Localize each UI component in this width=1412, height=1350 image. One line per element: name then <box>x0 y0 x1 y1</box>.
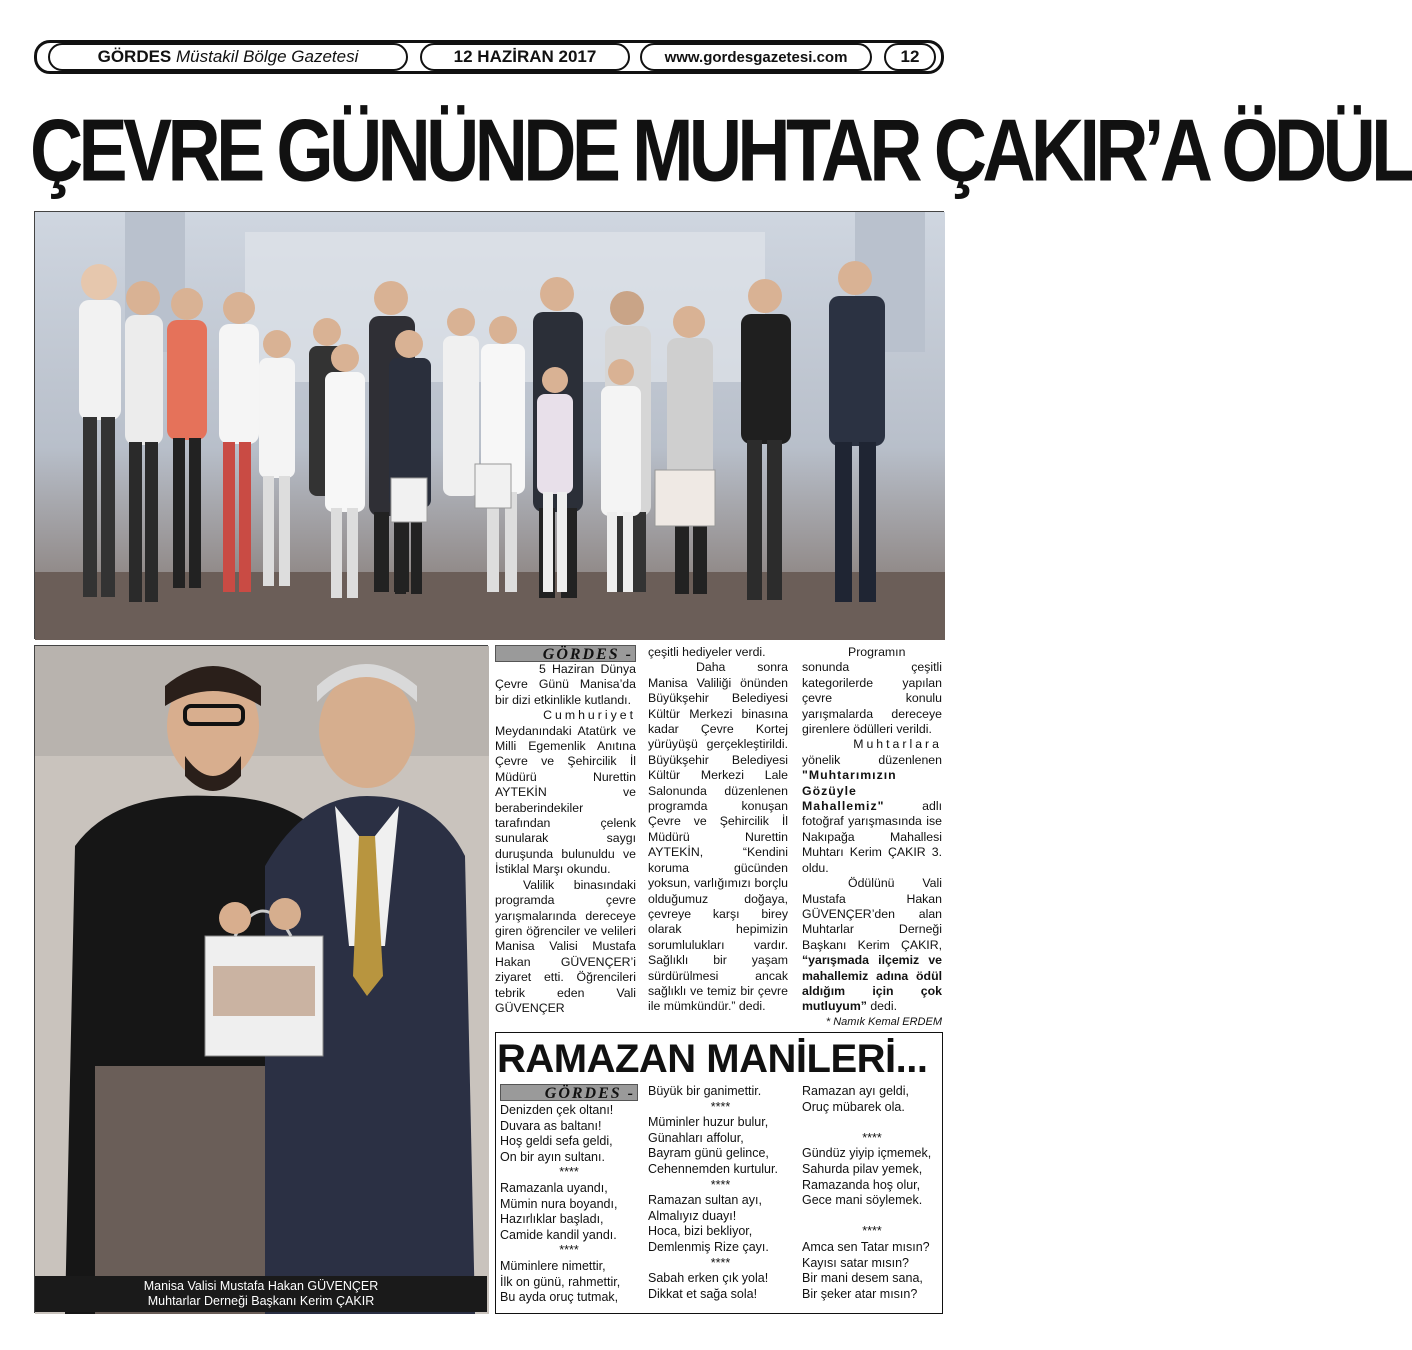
article-col3-p2-lead: Muhtarlara <box>853 737 942 752</box>
article-p2: Meydanındaki Atatürk ve Milli Egemenlik Anıtına Çevre ve Şehircilik İl Müdürü Nurettin AYTEKİN ve beraberindekiler tarafından çelenk sunularak saygı duruşunda bulunuldu ve İstiklal Marşı okundu. <box>495 723 636 877</box>
photo-caption <box>35 1276 487 1312</box>
page-number: 12 <box>900 47 920 66</box>
mani-line: Gece mani söylemek. <box>802 1193 923 1208</box>
article-col2-p2: Daha sonra Manisa Valiliği önünden Büyükşehir Belediyesi Kültür Merkezi binasına kadar Çevre Kortej yürüyüşü gerçekleştirildi. Büyükşehir Belediyesi Kültür Merkezi Lale Salonunda düzenlenen programda konuşan Çevre ve Şehircilik İl Müdürü Nurettin AYTEKİN, “Kendini koruma gücünden yoksun, varlığımızı borçlu olduğumuz doğaya, çevreye karşı birey olarak hepimizin sorumlulukları vardır. Sağlıklı bir yaşam sürdürülmesi ancak sağlıklı ve temiz bir çevre ile mümkündür.” dedi. <box>648 660 788 1014</box>
mani-line: Hazırlıklar başladı, <box>500 1212 604 1227</box>
caption-line-1: Manisa Valisi Mustafa Hakan GÜVENÇER <box>143 1279 379 1293</box>
mani-line: Ramazanla uyandı, <box>500 1180 608 1195</box>
mani-line: Duvara as baltanı! <box>500 1118 602 1133</box>
mani-line: Bu ayda oruç tutmak, <box>500 1290 619 1305</box>
mani-line: Amca sen Tatar mısın? <box>802 1239 930 1254</box>
ramazan-tag: GÖRDES - <box>500 1084 638 1101</box>
stanza-separator: **** <box>862 1224 882 1239</box>
paper-name-pill <box>48 43 408 71</box>
mani-col-3 <box>802 1084 942 1302</box>
mani-line: Dikkat et sağa sola! <box>648 1286 758 1301</box>
mani-line: Bir şeker atar mısın? <box>802 1286 918 1301</box>
signature: * Namık Kemal ERDEM <box>825 1015 942 1028</box>
article-p3: Valilik binasındaki programda çevre yarışmalarında dereceye giren öğrenciler ve velileri Manisa Valisi Mustafa Hakan GÜVENÇER’i ziyaret etti. Öğrencileri tebrik eden Vali GÜVENÇER <box>495 877 636 1015</box>
mani-line: Günahları affolur, <box>648 1130 744 1145</box>
mani-line: Müminlere nimettir, <box>500 1258 606 1273</box>
mani-line: Sabah erken çık yola! <box>648 1271 769 1286</box>
group-photo <box>34 211 944 639</box>
issue-date: 12 HAZİRAN 2017 <box>453 47 597 66</box>
website: www.gordesgazetesi.com <box>664 48 848 66</box>
mani-line: Büyük bir ganimettir. <box>648 1084 762 1098</box>
mani-line: Ramazan sultan ayı, <box>648 1193 762 1208</box>
article-col3-p3a: Ödülünü Vali Mustafa Hakan GÜVENÇER’den alan Muhtarlar Derneği Başkanı Kerim ÇAKIR, <box>802 876 942 952</box>
mani-line: Hoca, bizi bekliyor, <box>648 1224 753 1239</box>
mani-line: Mümin nura boyandı, <box>500 1196 618 1211</box>
paper-name: GÖRDES <box>97 47 172 66</box>
mani-line: Gündüz yiyip içmemek, <box>802 1146 932 1161</box>
mani-line: Bayram günü gelince, <box>648 1146 769 1161</box>
mani-line: İlk on günü, rahmettir, <box>500 1274 621 1289</box>
mani-line: Ramazan ayı geldi, <box>802 1084 910 1098</box>
mani-line: Denizden çek oltanı! <box>500 1103 614 1117</box>
ramazan-title: RAMAZAN MANİLERİ... <box>497 1037 928 1081</box>
headline: ÇEVRE GÜNÜNDE MUHTAR ÇAKIR’A ÖDÜL <box>30 101 1412 200</box>
article-col-3 <box>802 645 942 1030</box>
mani-line: Ramazanda hoş olur, <box>802 1177 921 1192</box>
stanza-separator: **** <box>862 1130 882 1145</box>
article-p1: 5 Haziran Dünya Çevre Günü Manisa’da bir dizi etkinlikle kutlandı. <box>495 662 636 707</box>
quote: “yarışmada ilçemiz ve mahallemiz adına ödül aldığım için çok mutluyum” <box>802 953 942 1014</box>
mani-col-2 <box>648 1084 793 1302</box>
stanza-separator: **** <box>710 1255 731 1270</box>
award-photo <box>34 645 488 1313</box>
mani-line <box>802 1115 942 1131</box>
stanza-separator: **** <box>710 1177 731 1192</box>
stanza-separator: **** <box>710 1099 731 1114</box>
page-number-pill <box>884 43 936 71</box>
mani-line: Kayısı satar mısın? <box>802 1255 909 1270</box>
article-col3-p1: Programın sonunda çeşitli kategorilerde yapılan çevre konulu yarışmalarda dereceye girenlere ödülleri verildi. <box>802 645 942 737</box>
date-pill <box>420 43 630 71</box>
caption-line-2: Muhtarlar Derneği Başkanı Kerim ÇAKIR <box>147 1294 375 1308</box>
paper-subtitle: Müstakil Bölge Gazetesi <box>176 47 359 66</box>
article-tag: GÖRDES - <box>495 645 636 662</box>
article-col2-p1: çeşitli hediyeler verdi. <box>648 645 766 659</box>
mani-line: Demlenmiş Rize çayı. <box>648 1239 769 1254</box>
article-col-2 <box>648 645 788 1015</box>
mani-line: Camide kandil yandı. <box>500 1227 617 1242</box>
stanza-separator: **** <box>559 1243 579 1258</box>
article-col3-p2b: adlı fotoğraf yarışmasında ise Nakıpağa Mahallesi Muhtarı Kerim ÇAKIR 3. oldu. <box>802 799 942 875</box>
website-pill <box>640 43 872 71</box>
article-col-1 <box>495 645 636 1016</box>
contest-name: "Muhtarımızın Gözüyle Mahallemiz" <box>802 768 897 814</box>
mani-line: Sahurda pilav yemek, <box>802 1161 923 1176</box>
mani-col-1 <box>500 1084 638 1306</box>
article-col3-p3b: dedi. <box>870 999 897 1014</box>
mani-line: Almalıyız duayı! <box>648 1208 737 1223</box>
article-col3-p2a: yönelik düzenlenen <box>802 752 942 767</box>
mani-line: Hoş geldi sefa geldi, <box>500 1134 613 1149</box>
mani-line: Müminler huzur bulur, <box>648 1115 769 1130</box>
stanza-separator: **** <box>559 1165 579 1180</box>
mani-line: On bir ayın sultanı. <box>500 1149 605 1164</box>
article-p2-lead: Cumhuriyet <box>543 708 636 723</box>
mani-line: Bir mani desem sana, <box>802 1271 923 1286</box>
mani-line: Cehennemden kurtulur. <box>648 1161 778 1176</box>
mani-line: Oruç mübarek ola. <box>802 1099 905 1114</box>
mani-line <box>802 1209 942 1225</box>
